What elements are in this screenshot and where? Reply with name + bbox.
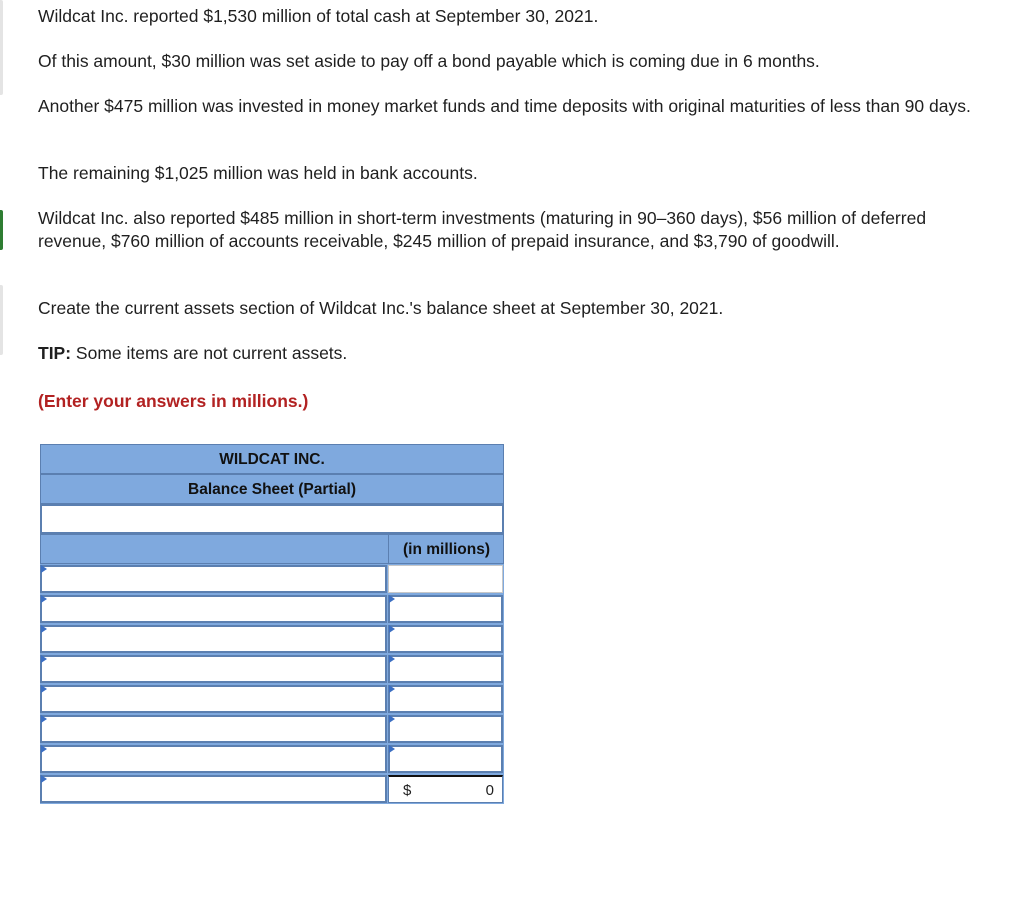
dropdown-marker-icon bbox=[389, 715, 395, 723]
table-row bbox=[40, 654, 504, 684]
table-row bbox=[40, 624, 504, 654]
tip-label: TIP: bbox=[38, 343, 72, 363]
dropdown-marker-icon bbox=[41, 685, 47, 693]
amount-input[interactable] bbox=[388, 685, 503, 713]
problem-paragraph: The remaining $1,025 million was held in bank accounts. bbox=[38, 163, 478, 183]
account-select[interactable] bbox=[40, 565, 387, 593]
balance-sheet-table bbox=[40, 444, 504, 804]
account-select[interactable] bbox=[40, 625, 387, 653]
amount-input[interactable] bbox=[388, 715, 503, 743]
dropdown-marker-icon bbox=[389, 595, 395, 603]
total-amount-value: 0 bbox=[485, 782, 494, 799]
column-header-row bbox=[40, 534, 504, 564]
amount-input[interactable] bbox=[388, 655, 503, 683]
dropdown-marker-icon bbox=[41, 565, 47, 573]
amount-input[interactable] bbox=[388, 745, 503, 773]
table-row bbox=[40, 564, 504, 594]
statement-title: Balance Sheet (Partial) bbox=[188, 481, 356, 498]
dropdown-marker-icon bbox=[41, 595, 47, 603]
table-row bbox=[40, 684, 504, 714]
statement-header bbox=[40, 474, 504, 504]
dropdown-marker-icon bbox=[41, 655, 47, 663]
currency-symbol: $ bbox=[403, 782, 412, 799]
account-select[interactable] bbox=[40, 685, 387, 713]
amount-input[interactable] bbox=[388, 625, 503, 653]
table-row bbox=[40, 714, 504, 744]
table-row bbox=[40, 744, 504, 774]
dropdown-marker-icon bbox=[41, 625, 47, 633]
dropdown-marker-icon bbox=[41, 715, 47, 723]
amount-input[interactable] bbox=[388, 565, 503, 593]
amount-column-label: (in millions) bbox=[403, 541, 490, 558]
problem-paragraph: Wildcat Inc. also reported $485 million in short-term investments (maturing in 90–360 days), $56 million of deferred revenue, $760 million of accounts receivable, $245 million of prepaid insurance, and $3,790 of goodwill. bbox=[38, 208, 927, 251]
account-select[interactable] bbox=[40, 745, 387, 773]
company-header bbox=[40, 444, 504, 474]
table-row bbox=[40, 594, 504, 624]
tip-text: Some items are not current assets. bbox=[71, 343, 348, 363]
tip-paragraph bbox=[38, 342, 998, 365]
total-amount-field bbox=[388, 775, 503, 803]
left-margin-indicator bbox=[0, 210, 3, 250]
account-select[interactable] bbox=[40, 595, 387, 623]
left-margin-indicator bbox=[0, 0, 3, 95]
dropdown-marker-icon bbox=[389, 685, 395, 693]
problem-paragraph: Create the current assets section of Wildcat Inc.'s balance sheet at September 30, 2021. bbox=[38, 298, 724, 318]
date-input[interactable] bbox=[40, 504, 504, 534]
problem-paragraph: Wildcat Inc. reported $1,530 million of total cash at September 30, 2021. bbox=[38, 6, 599, 26]
account-select[interactable] bbox=[40, 715, 387, 743]
amount-input[interactable] bbox=[388, 595, 503, 623]
amount-column-header bbox=[388, 535, 504, 563]
account-select[interactable] bbox=[40, 655, 387, 683]
total-label-select[interactable] bbox=[40, 775, 387, 803]
dropdown-marker-icon bbox=[41, 775, 47, 783]
problem-paragraph: Another $475 million was invested in money market funds and time deposits with original maturities of less than 90 days. bbox=[38, 96, 971, 116]
dropdown-marker-icon bbox=[389, 655, 395, 663]
problem-paragraph: Of this amount, $30 million was set aside to pay off a bond payable which is coming due in 6 months. bbox=[38, 51, 820, 71]
instruction-text: (Enter your answers in millions.) bbox=[38, 391, 309, 411]
left-margin-indicator bbox=[0, 285, 3, 355]
dropdown-marker-icon bbox=[389, 745, 395, 753]
total-row bbox=[40, 774, 504, 804]
dropdown-marker-icon bbox=[389, 625, 395, 633]
company-name: WILDCAT INC. bbox=[219, 451, 325, 468]
dropdown-marker-icon bbox=[41, 745, 47, 753]
